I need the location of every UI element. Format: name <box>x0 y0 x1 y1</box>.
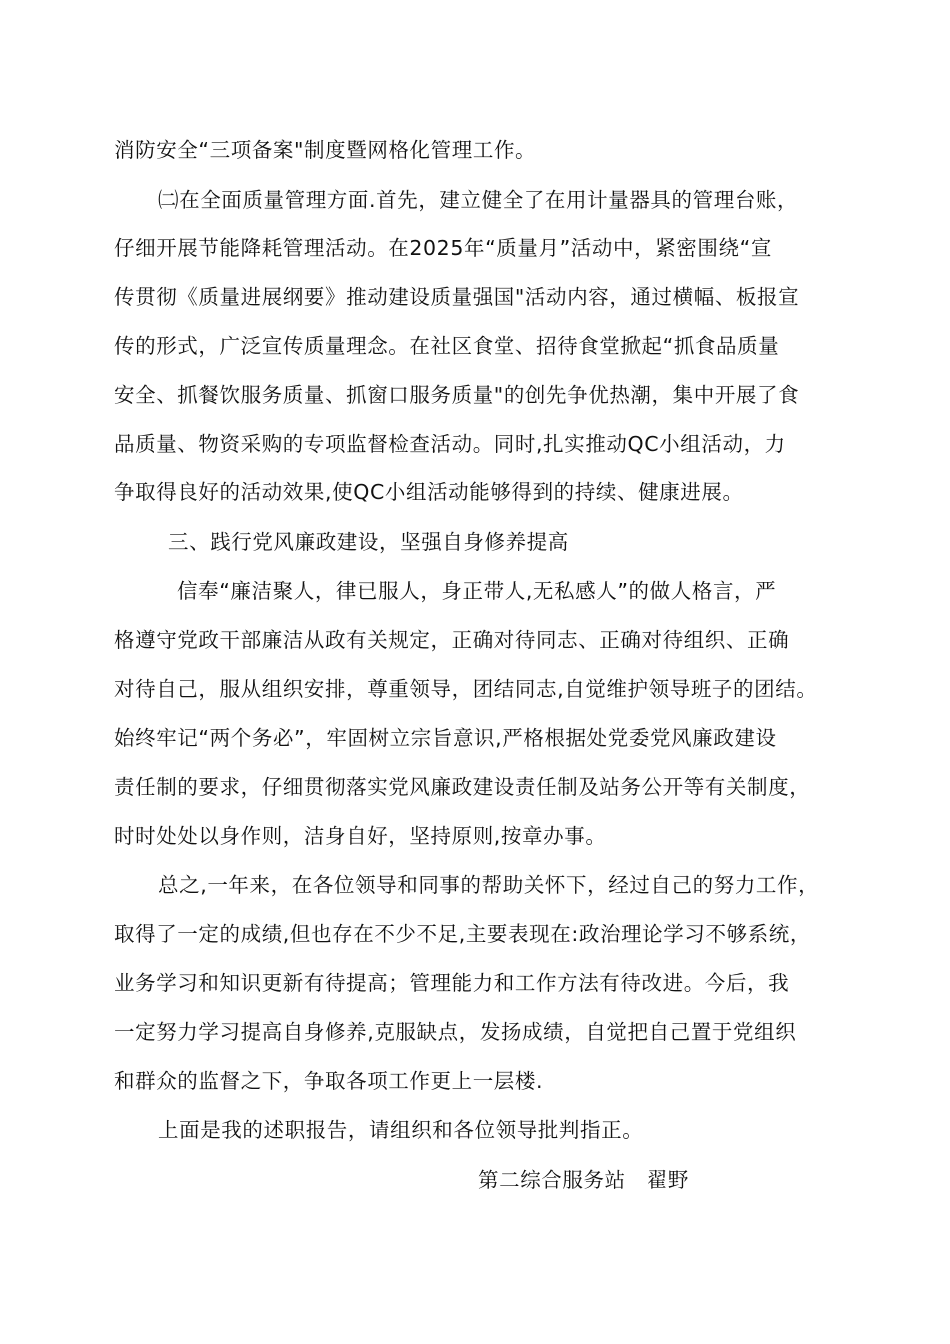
text-line: 始终牢记“两个务必”，牢固树立宗旨意识,严格根据处党委党风廉政建设 <box>114 726 777 750</box>
text-line: 安全、抓餐饮服务质量、抓窗口服务质量"的创先争优热潮，集中开展了食 <box>114 383 800 407</box>
section-heading-quality: ㈡在全面质量管理方面.首先，建立健全了在用计量器具的管理台账， <box>158 188 799 212</box>
text-line: 和群众的监督之下，争取各项工作更上一层楼. <box>114 1069 544 1093</box>
text-line: 业务学习和知识更新有待提高；管理能力和工作方法有待改进。今后，我 <box>114 971 790 995</box>
paragraph-start: 信奉“廉洁聚人，律已服人，身正带人,无私感人”的做人格言，严 <box>177 579 777 603</box>
text-line: 品质量、物资采购的专项监督检查活动。同时,扎实推动QC小组活动，力 <box>114 432 786 456</box>
text-line: 传的形式，广泛宣传质量理念。在社区食堂、招待食堂掀起“抓食品质量 <box>114 334 780 358</box>
section-heading: 三、践行党风廉政建设，坚强自身修养提高 <box>168 530 569 554</box>
text-line: 取得了一定的成绩,但也存在不少不足,主要表现在:政治理论学习不够系统， <box>114 922 811 946</box>
text-line: 一定努力学习提高自身修养,克服缺点，发扬成绩，自觉把自己置于党组织 <box>114 1020 797 1044</box>
text-line: 时时处处以身作则，洁身自好，坚持原则,按章办事。 <box>114 824 607 848</box>
text-line: 格遵守党政干部廉洁从政有关规定，正确对待同志、正确对待组织、正确 <box>114 628 790 652</box>
paragraph-start: 总之,一年来，在各位领导和同事的帮助关怀下，经过自己的努力工作， <box>158 873 820 897</box>
text-line: 消防安全“三项备案"制度暨网格化管理工作。 <box>114 138 537 162</box>
text-line: 仔细开展节能降耗管理活动。在2025年“质量月”活动中，紧密围绕“宣 <box>114 236 772 260</box>
text-line: 传贯彻《质量进展纲要》推动建设质量强国"活动内容，通过横幅、板报宣 <box>114 285 800 309</box>
text-line: 争取得良好的活动效果,使QC小组活动能够得到的持续、健康进展。 <box>114 480 744 504</box>
signature-line: 第二综合服务站 翟野 <box>478 1168 689 1192</box>
closing-line: 上面是我的述职报告，请组织和各位领导批判指正。 <box>158 1118 644 1142</box>
text-line: 对待自己，服从组织安排，尊重领导，团结同志,自觉维护领导班子的团结。 <box>114 677 818 701</box>
text-line: 责任制的要求，仔细贯彻落实党风廉政建设责任制及站务公开等有关制度， <box>114 775 811 799</box>
